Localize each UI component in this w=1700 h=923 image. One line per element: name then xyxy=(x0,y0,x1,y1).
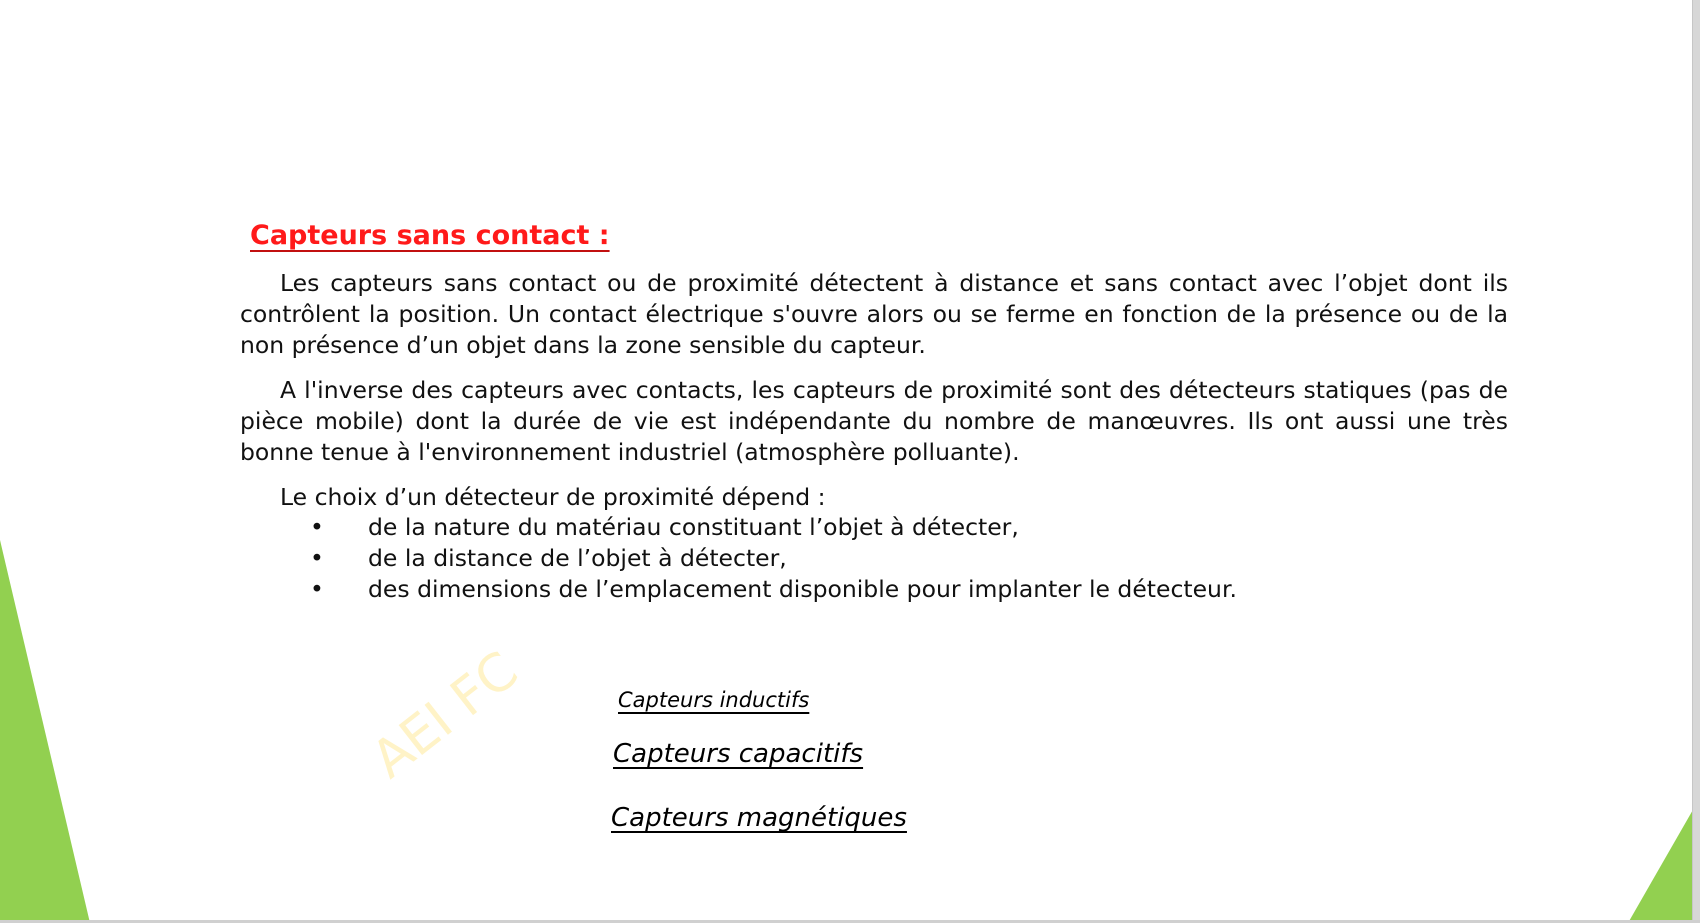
list-item-text: de la distance de l’objet à détecter, xyxy=(368,544,787,572)
link-capteurs-inductifs[interactable]: Capteurs inductifs xyxy=(618,688,810,712)
green-triangle-left-decoration xyxy=(0,540,90,923)
bullet-icon: • xyxy=(310,575,324,603)
bullet-icon: • xyxy=(310,513,324,541)
paragraph-advantages: A l'inverse des capteurs avec contacts, les capteurs de proximité sont des détecteurs statiques (pas de pièce mobile) dont la durée de vie est indépendante du nombre de manœuvres. Ils ont aussi une très bonne tenue à l'environnement industriel (atmosphère polluante). xyxy=(240,376,1508,466)
watermark-text: AEI FC xyxy=(361,640,530,791)
link-capteurs-magnetiques[interactable]: Capteurs magnétiques xyxy=(611,803,907,833)
list-item xyxy=(310,574,1237,605)
green-triangle-right-decoration xyxy=(1628,808,1694,923)
section-title: Capteurs sans contact : xyxy=(250,220,610,251)
window-right-edge xyxy=(1692,0,1700,923)
link-capteurs-capacitifs[interactable]: Capteurs capacitifs xyxy=(613,739,864,769)
list-item xyxy=(310,512,1237,543)
paragraph-intro: Les capteurs sans contact ou de proximité détectent à distance et sans contact avec l’objet dont ils contrôlent la position. Un contact électrique s'ouvre alors ou se ferme en fonction de la présence ou de la non présence d’un objet dans la zone sensible du capteur. xyxy=(240,269,1508,359)
bullet-icon: • xyxy=(310,544,324,572)
list-item xyxy=(310,543,1237,574)
choice-intro: Le choix d’un détecteur de proximité dépend : xyxy=(280,483,826,511)
list-item-text: de la nature du matériau constituant l’objet à détecter, xyxy=(368,513,1019,541)
list-item-text: des dimensions de l’emplacement disponible pour implanter le détecteur. xyxy=(368,575,1237,603)
criteria-list xyxy=(310,512,1237,605)
